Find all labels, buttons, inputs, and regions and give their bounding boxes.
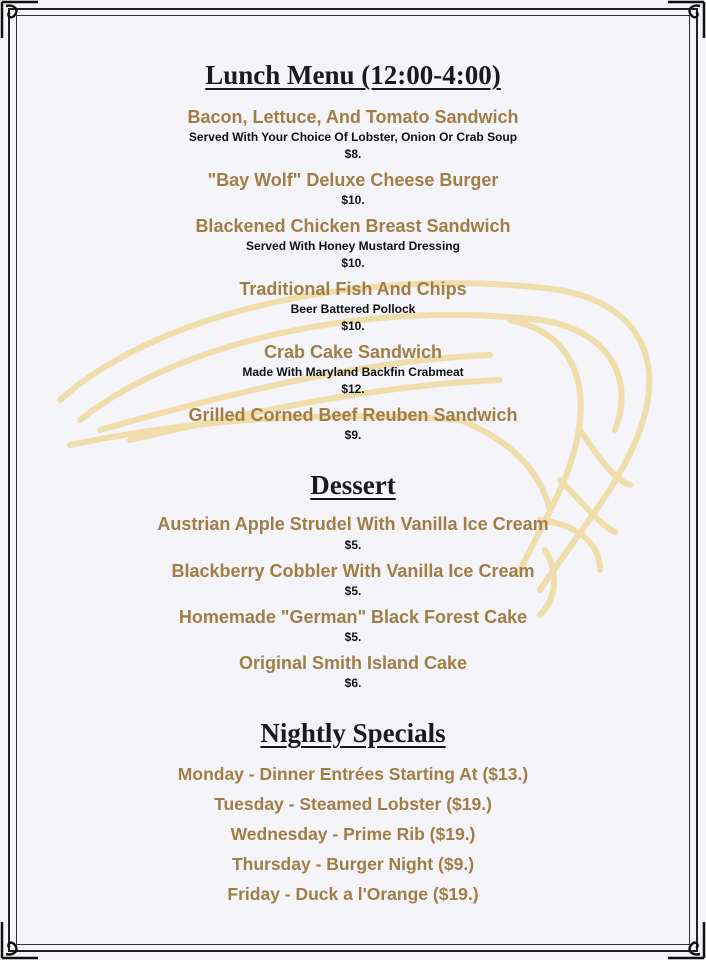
menu-item-description: Served With Honey Mustard Dressing: [246, 239, 460, 253]
menu-item-price: $12.: [341, 382, 365, 396]
menu-item-name: Austrian Apple Strudel With Vanilla Ice Cream: [157, 514, 549, 534]
special-tuesday: Tuesday - Steamed Lobster ($19.): [214, 794, 492, 814]
menu-item-name: Blackberry Cobbler With Vanilla Ice Cream: [171, 561, 535, 581]
corner-ornament-icon: [0, 920, 40, 960]
special-thursday: Thursday - Burger Night ($9.): [231, 854, 475, 874]
corner-ornament-icon: [666, 920, 706, 960]
menu-item-price: $5.: [344, 538, 362, 552]
menu-item-description: Served With Your Choice Of Lobster, Onion Or Crab Soup: [188, 130, 518, 144]
menu-item-price: $8.: [344, 147, 362, 161]
menu-item-name: Bacon, Lettuce, And Tomato Sandwich: [187, 107, 519, 127]
menu-item-name: Grilled Corned Beef Reuben Sandwich: [188, 405, 518, 425]
menu-item-name: Original Smith Island Cake: [238, 653, 468, 673]
menu-item-price: $5.: [344, 584, 362, 598]
menu-item-name: Crab Cake Sandwich: [263, 342, 443, 362]
corner-ornament-icon: [666, 0, 706, 40]
dessert-heading: Dessert: [310, 470, 396, 500]
menu-item-price: $10.: [341, 256, 365, 270]
lunch-heading: Lunch Menu (12:00-4:00): [205, 60, 501, 90]
menu-item-name: Traditional Fish And Chips: [239, 279, 467, 299]
special-wednesday: Wednesday - Prime Rib ($19.): [230, 824, 476, 844]
menu-item-description: Beer Battered Pollock: [290, 302, 416, 316]
menu-item-name: Homemade "German" Black Forest Cake: [178, 607, 528, 627]
menu-item-price: $10.: [341, 319, 365, 333]
special-friday: Friday - Duck a l'Orange ($19.): [227, 884, 479, 904]
menu-item-name: "Bay Wolf" Deluxe Cheese Burger: [207, 170, 499, 190]
nightly-specials-heading: Nightly Specials: [260, 718, 446, 748]
menu-item-price: $6.: [344, 676, 362, 690]
special-monday: Monday - Dinner Entrées Starting At ($13.): [177, 764, 529, 784]
menu-item-price: $10.: [341, 193, 365, 207]
menu-item-description: Made With Maryland Backfin Crabmeat: [242, 365, 464, 379]
menu-item-name: Blackened Chicken Breast Sandwich: [195, 216, 511, 236]
menu-item-price: $9.: [344, 428, 362, 442]
corner-ornament-icon: [0, 0, 40, 40]
menu-item-price: $5.: [344, 630, 362, 644]
